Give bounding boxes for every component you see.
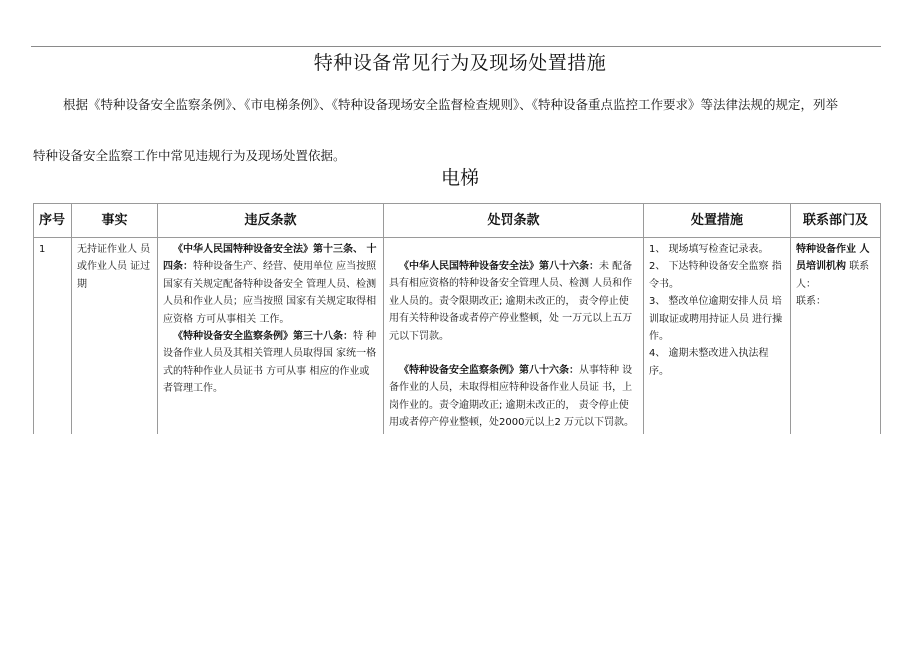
clause-title: 《特种设备安全监察条例》第三十八条：	[173, 331, 353, 343]
clause-title: 《中华人民国特种设备安全法》第十三条、 十四条：	[163, 244, 377, 273]
row-contact	[791, 238, 881, 434]
header-measures: 处置措施	[644, 204, 791, 238]
clause-text: 未 配备具有相应资格的特种设备安全管理人员、检测 人员和作业人员的。责令限期改正; 逾期未改正的， 责令停止使用有关特种设备或者停产停业整顿，处 一万元以上五万元以下罚款。	[389, 261, 633, 342]
intro-paragraph: 根据《特种设备安全监察条例》、《市电梯条例》、《特种设备现场安全监督检查规则》、《特种设备重点监控工作要求》等法律法规的规定，列举	[63, 97, 839, 112]
row-fact: 无持证作业人 员或作业人员 证过期	[72, 238, 158, 434]
row-measures	[644, 238, 791, 434]
clause-text: 特 种设备作业人员及其相关管理人员取得国 家统一格式的特种作业人员证书 方可从事 相应的作业或者管理工作。	[163, 331, 377, 395]
row-index: 1	[34, 238, 72, 434]
document-title: 特种设备常见行为及现场处置措施	[313, 52, 607, 74]
clause-title: 《特种设备安全监察条例》第八十六条：	[399, 365, 579, 377]
clause-text: 特种设备生产、经营、使用单位 应当按照国家有关规定配备特种设备安全 管理人员、检测人员和作业人员；应当按照 国家有关规定取得相应资格 方可从事相关 工作。	[163, 261, 377, 325]
violations-table	[33, 203, 881, 434]
row-penalty	[384, 238, 644, 434]
header-contact: 联系部门及	[791, 204, 881, 238]
row-violation	[158, 238, 384, 434]
violation-clause	[163, 241, 378, 328]
measure-item: 1、 现场填写检查记录表。	[649, 244, 769, 255]
table-header-row	[34, 204, 881, 238]
measure-item: 3、 整改单位逾期安排人员 培训取证或聘用持证人员 进行操作。	[649, 296, 783, 343]
section-title: 电梯	[440, 167, 479, 189]
violation-clause	[163, 328, 378, 398]
measure-item: 2、 下达特种设备安全监察 指令书。	[649, 261, 782, 290]
clause-title: 《中华人民国特种设备安全法》第八十六条：	[399, 261, 599, 272]
header-fact: 事实	[72, 204, 158, 238]
penalty-clause	[389, 258, 638, 345]
contact-phone-label: 联系：	[796, 296, 826, 308]
top-divider	[31, 46, 881, 47]
penalty-clause	[389, 362, 638, 432]
header-index: 序号	[34, 204, 72, 238]
table-row	[34, 238, 881, 434]
contact-org: 特种设备作业 人员培训机构	[796, 244, 870, 273]
clause-text: 从事特种 设备作业的人员，未取得相应特种设备作业人员证 书，上岗作业的。责令逾期改正; 逾期未改正的， 责令停止使用或者停产停业整顿，处2000元以上2 万元以下罚款。	[389, 365, 634, 429]
basis-paragraph: 特种设备安全监察工作中常见违规行为及现场处置依据。	[33, 148, 346, 163]
contact-person-label: 联系人：	[796, 261, 870, 290]
header-penalty: 处罚条款	[384, 204, 644, 238]
header-violation: 违反条款	[158, 204, 384, 238]
measure-item: 4、 逾期未整改进入执法程序。	[649, 348, 769, 377]
